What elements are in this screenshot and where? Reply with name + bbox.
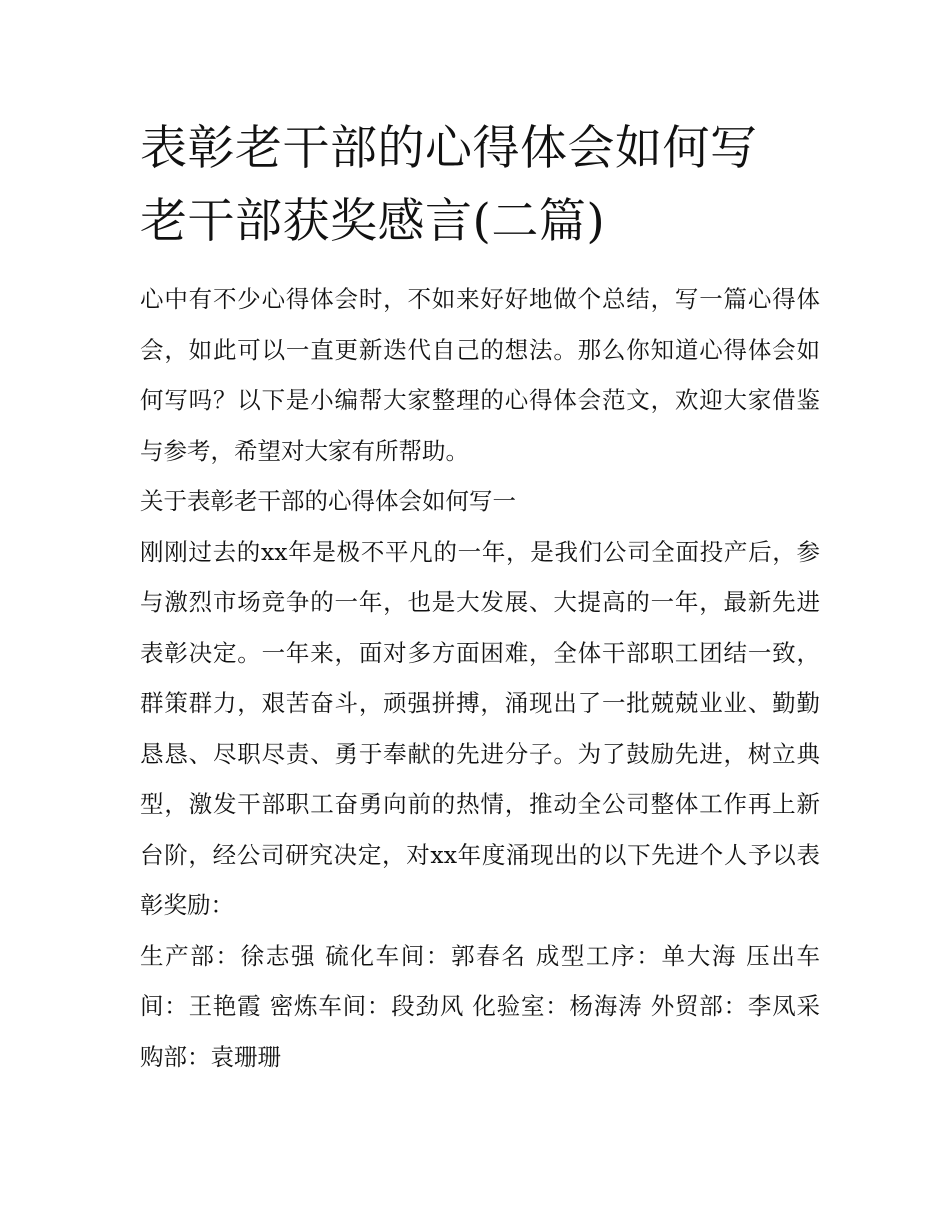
awardee-list-paragraph: 生产部：徐志强 硫化车间：郭春名 成型工序：单大海 压出车间：王艳霞 密炼车间：段劲风 化验室：杨海涛 外贸部：李凤采购部：袁珊珊: [140, 941, 820, 1071]
intro-paragraph: 心中有不少心得体会时，不如来好好地做个总结，写一篇心得体会，如此可以一直更新迭代自己的想法。那么你知道心得体会如何写吗？以下是小编帮大家整理的心得体会范文，欢迎大家借鉴与参考，希望对大家有所帮助。: [140, 285, 820, 465]
title-line-2: 老干部获奖感言(二篇): [140, 194, 606, 249]
document-body: [140, 274, 820, 1082]
title-line-1: 表彰老干部的心得体会如何写: [140, 121, 758, 176]
section-heading: 关于表彰老干部的心得体会如何写一: [140, 487, 516, 515]
document-content: [140, 112, 820, 1082]
document-title: [140, 112, 820, 258]
body-paragraph: 刚刚过去的xx年是极不平凡的一年，是我们公司全面投产后，参与激烈市场竞争的一年，也是大发展、大提高的一年，最新先进表彰决定。一年来，面对多方面困难，全体干部职工团结一致，群策群力，艰苦奋斗，顽强拼搏，涌现出了一批兢兢业业、勤勤恳恳、尽职尽责、勇于奉献的先进分子。为了鼓励先进，树立典型，激发干部职工奋勇向前的热情，推动全公司整体工作再上新台阶，经公司研究决定，对xx年度涌现出的以下先进个人予以表彰奖励：: [140, 537, 820, 919]
